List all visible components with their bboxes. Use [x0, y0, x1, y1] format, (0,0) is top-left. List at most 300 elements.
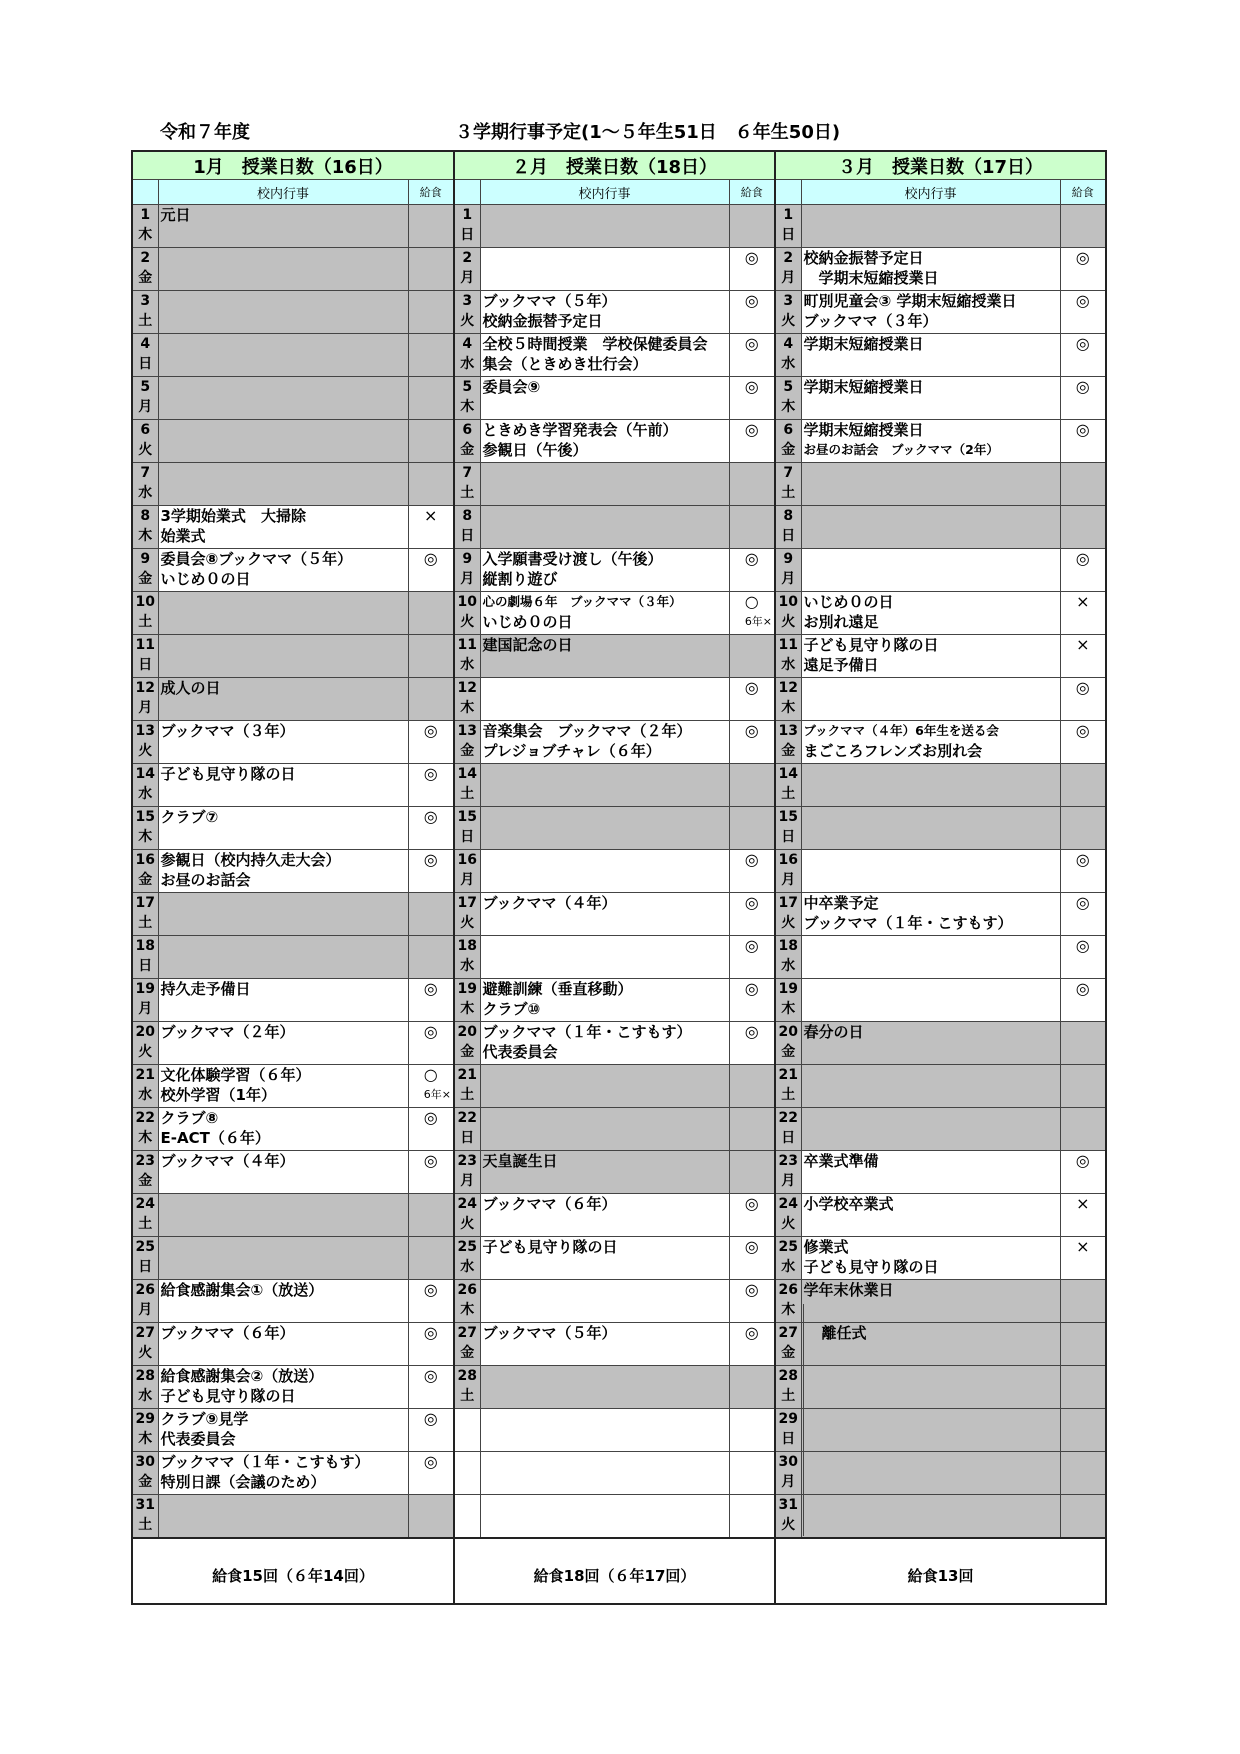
event-line-2	[161, 784, 408, 804]
month-header-feb: ２月 授業日数（18日）	[454, 151, 775, 180]
lunch-mark: ◎	[744, 721, 759, 740]
day-number: 10	[135, 594, 155, 610]
event-cell	[480, 1409, 729, 1452]
weekday: 日	[138, 657, 153, 673]
event-line-1: ブックママ（６年）	[160, 1324, 295, 1342]
day-number: 26	[457, 1282, 477, 1298]
lunch-cell	[729, 1237, 775, 1280]
event-line-2	[483, 827, 729, 847]
lunch-mark: ◎	[744, 377, 759, 396]
event-line-1	[161, 893, 408, 913]
event-cell	[801, 420, 1060, 463]
lunch-mark: ◎	[1075, 893, 1090, 912]
day-column-header	[132, 180, 158, 205]
day-cell	[454, 506, 480, 549]
weekday: 月	[781, 571, 796, 587]
day-cell	[132, 248, 158, 291]
lunch-mark: ×	[1076, 635, 1090, 654]
event-cell	[801, 334, 1060, 377]
day-number: 16	[457, 852, 477, 868]
lunch-cell	[1060, 1280, 1106, 1323]
event-line-1	[804, 506, 1060, 526]
lunch-cell	[1060, 1108, 1106, 1151]
day-row	[132, 377, 1106, 420]
day-cell	[454, 807, 480, 850]
day-number: 28	[135, 1368, 155, 1384]
event-cell	[158, 334, 408, 377]
event-line-2: 子ども見守り隊の日	[803, 1258, 939, 1276]
day-cell	[454, 334, 480, 377]
day-row	[132, 549, 1106, 592]
event-line-1	[804, 1108, 1060, 1128]
event-line-1	[804, 1065, 1060, 1085]
day-cell	[454, 1237, 480, 1280]
lunch-cell	[408, 1366, 454, 1409]
lunch-cell	[408, 979, 454, 1022]
lunch-mark: ×	[1076, 1237, 1090, 1256]
period-arrow	[803, 1304, 804, 1537]
lunch-cell	[1060, 205, 1106, 248]
events-column-header: 校内行事	[158, 180, 408, 205]
weekday: 月	[460, 872, 475, 888]
day-cell	[132, 1151, 158, 1194]
day-number: 26	[135, 1282, 155, 1298]
day-cell	[132, 850, 158, 893]
event-cell	[801, 1409, 1060, 1452]
event-line-1: 子ども見守り隊の日	[160, 765, 296, 783]
day-cell	[454, 1194, 480, 1237]
lunch-cell	[408, 377, 454, 420]
day-row	[132, 721, 1106, 764]
day-row	[132, 1065, 1106, 1108]
event-line-2	[804, 956, 1060, 976]
event-line-2	[161, 913, 408, 933]
weekday: 火	[781, 614, 796, 630]
event-line-2	[804, 1214, 1060, 1234]
weekday: 金	[138, 1173, 153, 1189]
event-line-2	[161, 225, 408, 245]
event-line-2	[483, 397, 729, 417]
day-cell	[454, 1022, 480, 1065]
lunch-cell	[1060, 678, 1106, 721]
day-cell	[454, 248, 480, 291]
day-cell	[454, 1409, 480, 1452]
event-line-2	[804, 397, 1060, 417]
day-cell	[454, 850, 480, 893]
event-line-2	[483, 913, 729, 933]
day-cell	[775, 1065, 801, 1108]
event-line-2: 子ども見守り隊の日	[160, 1387, 296, 1405]
fiscal-year-label: 令和７年度	[160, 122, 250, 143]
event-cell	[801, 893, 1060, 936]
day-cell	[454, 1065, 480, 1108]
day-cell	[775, 377, 801, 420]
lunch-cell	[729, 1452, 775, 1495]
event-cell	[801, 291, 1060, 334]
event-line-2	[161, 354, 408, 374]
lunch-cell	[1060, 506, 1106, 549]
lunch-mark: ◎	[744, 248, 759, 267]
day-number: 5	[140, 379, 151, 395]
weekday: 金	[138, 270, 153, 286]
event-line-1	[804, 549, 1060, 569]
event-cell	[801, 1366, 1060, 1409]
lunch-mark: ◎	[1075, 678, 1090, 697]
event-cell	[801, 205, 1060, 248]
lunch-cell	[408, 1409, 454, 1452]
event-line-1: ブックママ（３年）	[160, 722, 295, 740]
weekday: 木	[460, 1001, 475, 1017]
lunch-mark: ◎	[423, 850, 438, 869]
lunch-mark: ○	[423, 1065, 438, 1084]
weekday: 土	[460, 1087, 475, 1103]
event-line-1: 委員会⑨	[482, 378, 541, 396]
event-line-2	[483, 870, 729, 890]
event-cell	[158, 635, 408, 678]
day-cell	[454, 635, 480, 678]
weekday: 月	[781, 1173, 796, 1189]
event-cell	[801, 1065, 1060, 1108]
event-line-1: 子ども見守り隊の日	[482, 1238, 618, 1256]
lunch-cell	[729, 721, 775, 764]
event-line-2	[804, 1343, 1060, 1363]
event-line-2	[804, 1171, 1060, 1191]
event-line-2	[161, 1343, 408, 1363]
day-row	[132, 807, 1106, 850]
lunch-cell	[729, 807, 775, 850]
weekday: 日	[138, 356, 153, 372]
lunch-mark: ◎	[1075, 248, 1090, 267]
lunch-mark: ◎	[423, 1452, 438, 1471]
lunch-mark: ◎	[744, 1323, 759, 1342]
weekday: 土	[460, 1388, 475, 1404]
lunch-mark: ◎	[744, 420, 759, 439]
weekday: 水	[460, 1259, 475, 1275]
event-line-1	[804, 1366, 1060, 1386]
day-number: 19	[778, 981, 799, 997]
event-cell	[158, 1022, 408, 1065]
day-cell	[775, 721, 801, 764]
lunch-mark: ◎	[1075, 377, 1090, 396]
event-line-1: 修業式	[803, 1238, 849, 1256]
event-line-1: 卒業式準備	[803, 1152, 879, 1170]
lunch-mark: ◎	[1075, 420, 1090, 439]
day-number: 1	[783, 207, 794, 223]
day-cell	[775, 764, 801, 807]
event-line-2	[483, 526, 729, 546]
event-line-1	[483, 850, 729, 870]
lunch-mark: ×	[424, 506, 438, 525]
day-number: 12	[778, 680, 799, 696]
day-column-header	[775, 180, 801, 205]
event-cell	[158, 549, 408, 592]
day-cell	[775, 463, 801, 506]
event-cell	[480, 1495, 729, 1539]
event-line-2	[161, 1515, 408, 1535]
event-cell	[480, 549, 729, 592]
event-cell	[158, 979, 408, 1022]
day-cell	[132, 678, 158, 721]
lunch-cell	[408, 506, 454, 549]
day-number: 17	[778, 895, 799, 911]
event-cell	[158, 291, 408, 334]
event-line-1: 校納金振替予定日	[803, 249, 924, 267]
day-cell	[132, 1065, 158, 1108]
event-line-1	[161, 334, 408, 354]
weekday: 月	[138, 399, 153, 415]
event-line-2	[804, 698, 1060, 718]
day-column-header	[454, 180, 480, 205]
event-line-1: 入学願書受け渡し（午後）	[482, 550, 663, 568]
event-line-2	[483, 225, 729, 245]
day-cell	[132, 291, 158, 334]
lunch-cell	[729, 1366, 775, 1409]
weekday: 土	[460, 786, 475, 802]
lunch-cell	[729, 893, 775, 936]
day-cell	[454, 893, 480, 936]
day-number: 18	[457, 938, 477, 954]
event-cell	[158, 1323, 408, 1366]
event-cell	[158, 592, 408, 635]
lunch-cell	[729, 377, 775, 420]
event-line-1	[483, 463, 729, 483]
lunch-column-header: 給食	[729, 180, 775, 205]
lunch-cell	[1060, 549, 1106, 592]
event-line-2	[483, 1171, 729, 1191]
lunch-mark: ◎	[423, 1323, 438, 1342]
event-cell	[801, 1194, 1060, 1237]
event-cell	[480, 893, 729, 936]
weekday: 水	[138, 786, 153, 802]
weekday: 金	[781, 743, 796, 759]
day-cell	[132, 635, 158, 678]
lunch-mark: ◎	[1075, 291, 1090, 310]
event-line-1: ブックママ（６年）	[482, 1195, 617, 1213]
event-line-1: 建国記念の日	[482, 636, 573, 654]
day-number: 7	[462, 465, 473, 481]
day-row	[132, 506, 1106, 549]
event-line-1	[483, 678, 729, 698]
event-line-1	[483, 205, 729, 225]
day-number: 7	[783, 465, 794, 481]
lunch-note: 6年×	[744, 615, 773, 628]
day-cell	[132, 1495, 158, 1539]
day-number: 22	[135, 1110, 155, 1126]
weekday: 木	[781, 1302, 796, 1318]
day-cell	[454, 936, 480, 979]
lunch-cell	[729, 1065, 775, 1108]
event-line-2	[483, 1128, 729, 1148]
day-cell	[132, 420, 158, 463]
lunch-mark: ◎	[1075, 721, 1090, 740]
event-line-2	[161, 1257, 408, 1277]
lunch-cell	[729, 1194, 775, 1237]
lunch-mark: ◎	[1075, 1151, 1090, 1170]
day-cell	[775, 678, 801, 721]
day-number: 8	[140, 508, 151, 524]
event-line-1	[161, 936, 408, 956]
event-cell	[158, 764, 408, 807]
day-cell	[132, 1323, 158, 1366]
day-cell	[775, 1194, 801, 1237]
day-cell	[454, 1323, 480, 1366]
day-number: 6	[462, 422, 473, 438]
day-number: 31	[778, 1497, 799, 1513]
event-line-1: 成人の日	[160, 679, 221, 697]
day-cell	[775, 291, 801, 334]
weekday: 日	[781, 829, 796, 845]
day-cell	[775, 205, 801, 248]
day-row	[132, 1452, 1106, 1495]
day-cell	[775, 936, 801, 979]
event-line-1	[161, 1495, 408, 1515]
weekday: 日	[781, 1130, 796, 1146]
event-line-2	[161, 827, 408, 847]
event-line-1	[804, 205, 1060, 225]
day-cell	[775, 1280, 801, 1323]
weekday: 水	[781, 356, 796, 372]
event-line-2	[161, 440, 408, 460]
day-number: 23	[778, 1153, 799, 1169]
event-line-2	[804, 354, 1060, 374]
weekday: 火	[138, 743, 153, 759]
lunch-cell	[729, 334, 775, 377]
weekday: 日	[138, 1259, 153, 1275]
event-line-2	[483, 1300, 729, 1320]
event-line-1: 給食感謝集会②（放送）	[160, 1367, 324, 1385]
event-line-2	[161, 483, 408, 503]
lunch-cell	[1060, 334, 1106, 377]
event-line-1	[804, 1409, 1060, 1429]
weekday: 月	[781, 270, 796, 286]
day-cell	[132, 936, 158, 979]
event-cell	[158, 1108, 408, 1151]
lunch-cell	[729, 248, 775, 291]
day-cell	[775, 506, 801, 549]
event-line-1: 学期末短縮授業日	[803, 378, 924, 396]
events-column-header: 校内行事	[801, 180, 1060, 205]
day-number: 21	[778, 1067, 799, 1083]
event-line-1	[804, 463, 1060, 483]
day-cell	[775, 592, 801, 635]
weekday: 土	[781, 1388, 796, 1404]
day-number: 13	[135, 723, 155, 739]
day-cell	[454, 678, 480, 721]
weekday: 日	[460, 1130, 475, 1146]
event-line-1	[161, 420, 408, 440]
lunch-cell	[1060, 1452, 1106, 1495]
weekday: 月	[460, 270, 475, 286]
event-line-2: 遠足予備日	[803, 656, 879, 674]
day-number: 15	[135, 809, 155, 825]
event-line-2	[804, 999, 1060, 1019]
weekday: 水	[460, 657, 475, 673]
lunch-cell	[1060, 1495, 1106, 1539]
weekday: 火	[781, 915, 796, 931]
event-line-1: 春分の日	[803, 1023, 864, 1041]
lunch-cell	[729, 635, 775, 678]
event-cell	[801, 463, 1060, 506]
lunch-mark: ◎	[1075, 334, 1090, 353]
event-cell	[158, 678, 408, 721]
day-number: 16	[135, 852, 155, 868]
day-cell	[454, 1151, 480, 1194]
month-header-jan: 1月 授業日数（16日）	[132, 151, 454, 180]
event-cell	[480, 1452, 729, 1495]
event-line-2: 参観日（午後）	[482, 441, 588, 459]
event-line-2	[804, 1085, 1060, 1105]
day-number: 27	[135, 1325, 155, 1341]
lunch-cell	[408, 1065, 454, 1108]
event-cell	[480, 205, 729, 248]
event-line-2: 集会（ときめき壮行会）	[482, 355, 648, 373]
day-number: 3	[783, 293, 794, 309]
event-line-1: 心の劇場６年 ブックママ（３年）	[482, 594, 682, 609]
event-line-1	[804, 764, 1060, 784]
lunch-cell	[408, 334, 454, 377]
day-number: 25	[457, 1239, 477, 1255]
event-cell	[801, 635, 1060, 678]
event-line-2: クラブ⑩	[482, 1000, 541, 1018]
event-line-1: 参観日（校内持久走大会）	[160, 851, 341, 869]
event-cell	[801, 1280, 1060, 1323]
lunch-cell	[408, 678, 454, 721]
event-line-1: 離任式	[821, 1324, 867, 1342]
event-line-2: プレジョブチャレ（６年）	[482, 742, 661, 760]
day-cell	[454, 592, 480, 635]
event-cell	[480, 1022, 729, 1065]
event-cell	[801, 1151, 1060, 1194]
day-cell	[454, 1366, 480, 1409]
event-line-1	[483, 506, 729, 526]
weekday: 木	[138, 1431, 153, 1447]
event-line-1: 音楽集会 ブックママ（２年）	[482, 722, 692, 740]
day-cell	[132, 721, 158, 764]
event-line-1	[804, 807, 1060, 827]
event-line-1: 文化体験学習（６年）	[160, 1066, 311, 1084]
lunch-cell	[729, 1151, 775, 1194]
event-cell	[158, 463, 408, 506]
day-row	[132, 420, 1106, 463]
lunch-mark: ◎	[1075, 850, 1090, 869]
day-cell	[132, 205, 158, 248]
event-cell	[480, 1194, 729, 1237]
weekday: 金	[460, 1345, 475, 1361]
event-line-2: 縦割り遊び	[482, 570, 558, 588]
event-line-2	[483, 1343, 729, 1363]
weekday: 日	[460, 528, 475, 544]
day-number: 22	[778, 1110, 799, 1126]
day-number: 21	[457, 1067, 477, 1083]
lunch-cell	[729, 1409, 775, 1452]
event-line-1: 小学校卒業式	[803, 1195, 894, 1213]
event-line-2	[804, 225, 1060, 245]
event-line-2	[161, 612, 408, 632]
lunch-cell	[408, 1280, 454, 1323]
event-line-1	[804, 850, 1060, 870]
event-cell	[158, 1409, 408, 1452]
day-number: 17	[135, 895, 155, 911]
event-line-2: 特別日課（会議のため）	[160, 1473, 326, 1491]
lunch-cell	[729, 1495, 775, 1539]
day-number: 21	[135, 1067, 155, 1083]
weekday: 土	[460, 485, 475, 501]
event-line-2	[804, 1429, 1060, 1449]
weekday: 日	[460, 227, 475, 243]
event-cell	[480, 420, 729, 463]
day-number: 29	[135, 1411, 155, 1427]
weekday: 土	[138, 1216, 153, 1232]
